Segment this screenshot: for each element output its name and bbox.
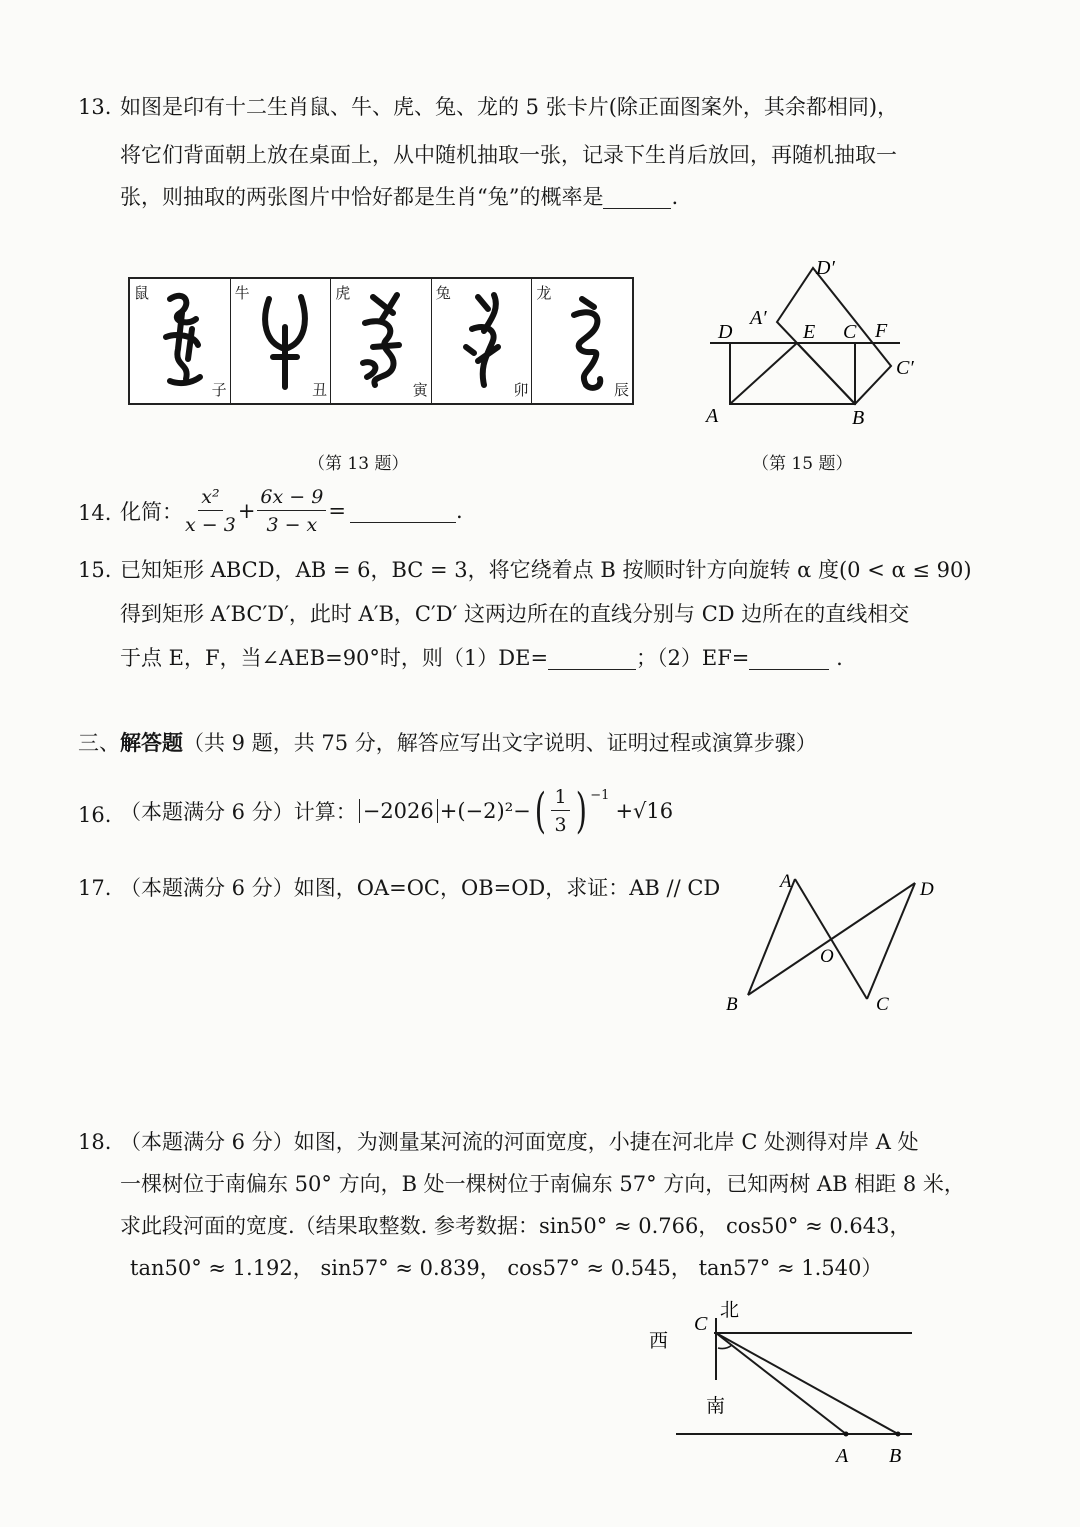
q14-answer-blank[interactable] (350, 500, 456, 523)
q14-f1-denominator: x − 3 (185, 514, 236, 536)
fig18-point-b (896, 1432, 901, 1437)
fig17-label-o: O (820, 946, 834, 967)
q16-frac-numerator: 1 (551, 786, 569, 811)
q14-f2-numerator: 6x − 9 (257, 486, 326, 511)
zodiac-cards (128, 277, 634, 405)
q15-answer-blank-2[interactable] (749, 648, 829, 670)
fig18-label-b: B (889, 1445, 902, 1467)
fig18-label-south: 南 (706, 1396, 726, 1417)
q15-line3-part2: ；（2）EF= (636, 646, 750, 670)
card-rabbit (432, 279, 533, 403)
fig18-label-c: C (694, 1313, 708, 1335)
ox-glyph-icon (255, 287, 315, 393)
section3-note: （共 9 题，共 75 分，解答应写出文字说明、证明过程或演算步骤） (183, 731, 817, 755)
q14-equals: = (328, 499, 346, 523)
q16-prefix: （本题满分 6 分）计算： (120, 800, 357, 824)
q17-figure (720, 865, 950, 1020)
card-rabbit-label: 兔 (435, 284, 451, 302)
card-dragon (532, 279, 632, 403)
card-rat (130, 279, 231, 403)
q15-answer-blank-1[interactable] (548, 648, 636, 670)
q18-number: 18. (78, 1130, 112, 1154)
card-rat-label: 鼠 (134, 284, 150, 302)
card-ox-label: 牛 (234, 284, 250, 302)
q16-paren-right: ) (575, 783, 587, 839)
card-tiger-label: 虎 (335, 284, 351, 302)
fig15-label-b: B (852, 407, 865, 429)
q16-number: 16. (78, 803, 112, 827)
q17-text: （本题满分 6 分）如图，OA=OC，OB=OD，求证：AB // CD (120, 876, 721, 900)
rat-glyph-icon (152, 289, 212, 393)
q18-figure (640, 1290, 930, 1475)
q15-end: . (836, 646, 843, 670)
fig17-label-a: A (780, 871, 792, 892)
q16-frac-denominator: 3 (554, 814, 567, 836)
fig15-label-aprime: A′ (750, 307, 767, 329)
fig17-label-d: D (920, 879, 934, 900)
fig15-label-f: F (875, 320, 888, 342)
q14-number: 14. (78, 501, 112, 525)
rabbit-glyph-icon (454, 287, 514, 393)
q15-line3 (120, 648, 843, 670)
fig15-label-e: E (803, 321, 816, 343)
q14-expression (120, 486, 463, 536)
q16-abs: −2026 (359, 799, 438, 823)
q14-end: . (455, 499, 463, 523)
q13-number: 13. (78, 95, 112, 119)
card-tiger-branch: 寅 (412, 381, 428, 399)
q13-line3 (120, 187, 678, 209)
q14-plus: + (237, 499, 256, 523)
q13-line1: 如图是印有十二生肖鼠、牛、虎、兔、龙的 5 张卡片(除正面图案外，其余都相同)， (120, 95, 899, 119)
q16-expression (120, 783, 674, 839)
q18-line3: 求此段河面的宽度.（结果取整数. 参考数据：sin50° ≈ 0.766， cos50° ≈ 0.643， (120, 1214, 911, 1238)
card-ox (231, 279, 332, 403)
q18-line4: tan50° ≈ 1.192， sin57° ≈ 0.839， cos57° ≈ 0.545， tan57° ≈ 1.540） (130, 1256, 883, 1280)
q16-tail: +√16 (615, 799, 674, 823)
fig18-point-a (844, 1432, 849, 1437)
q18-line1: （本题满分 6 分）如图，为测量某河流的河面宽度，小捷在河北岸 C 处测得对岸 A 处 (120, 1130, 919, 1154)
q15-line2: 得到矩形 A′BC′D′，此时 A′B，C′D′ 这两边所在的直线分别与 CD 边所在的直线相交 (120, 602, 910, 626)
q18-line2: 一棵树位于南偏东 50° 方向，B 处一棵树位于南偏东 57° 方向，已知两树 AB 相距 8 米， (120, 1172, 965, 1196)
fig18-label-north: 北 (720, 1300, 740, 1321)
q14-fraction-1 (185, 486, 236, 536)
q16-exponent: −1 (590, 788, 610, 803)
section3-title: 解答题 (120, 730, 183, 755)
card-dragon-label: 龙 (536, 284, 552, 302)
q15-line3-part1: 于点 E，F，当∠AEB=90°时，则（1）DE= (120, 646, 549, 670)
q13-line2: 将它们背面朝上放在桌面上，从中随机抽取一张，记录下生肖后放回，再随机抽取一 (120, 143, 897, 167)
q14-fraction-2 (257, 486, 326, 536)
fig18-label-west: 西 (649, 1331, 669, 1352)
fig15-label-cprime: C′ (896, 357, 914, 379)
dragon-glyph-icon (560, 287, 620, 393)
q14-f2-denominator: 3 − x (266, 514, 318, 536)
card-rat-branch: 子 (211, 381, 227, 399)
section3-heading (78, 732, 817, 754)
q13-end: . (671, 185, 679, 209)
q13-figure-caption: （第 13 题） (308, 454, 409, 474)
q16-fraction (551, 786, 569, 836)
tiger-glyph-icon (353, 287, 413, 393)
q14-prefix: 化简： (120, 500, 183, 524)
card-tiger (331, 279, 432, 403)
q13-line3-text: 张，则抽取的两张图片中恰好都是生肖“兔”的概率是 (120, 185, 604, 209)
fig15-label-dprime: D′ (816, 257, 835, 279)
fig15-label-a: A (706, 405, 719, 427)
card-ox-branch: 丑 (312, 381, 328, 399)
card-rabbit-branch: 卯 (513, 381, 529, 399)
q15-line1: 已知矩形 ABCD，AB = 6，BC = 3，将它绕着点 B 按顺时针方向旋转 α 度(0 < α ≤ 90) (120, 558, 972, 582)
q17-number: 17. (78, 876, 112, 900)
q14-f1-numerator: x² (198, 486, 222, 511)
q16-paren-left: ( (534, 783, 546, 839)
fig18-label-a: A (836, 1445, 849, 1467)
section3-index: 三、 (78, 731, 120, 755)
fig17-label-b: B (726, 994, 738, 1015)
fig15-label-c: C (843, 321, 857, 343)
q13-answer-blank[interactable] (603, 187, 671, 209)
q15-figure (700, 248, 930, 438)
fig15-label-d: D (718, 321, 733, 343)
fig17-label-c: C (876, 994, 889, 1015)
q15-figure-caption: （第 15 题） (752, 454, 853, 474)
card-dragon-branch: 辰 (613, 381, 629, 399)
q16-term2: +(−2)²− (439, 799, 531, 823)
q15-number: 15. (78, 558, 112, 582)
